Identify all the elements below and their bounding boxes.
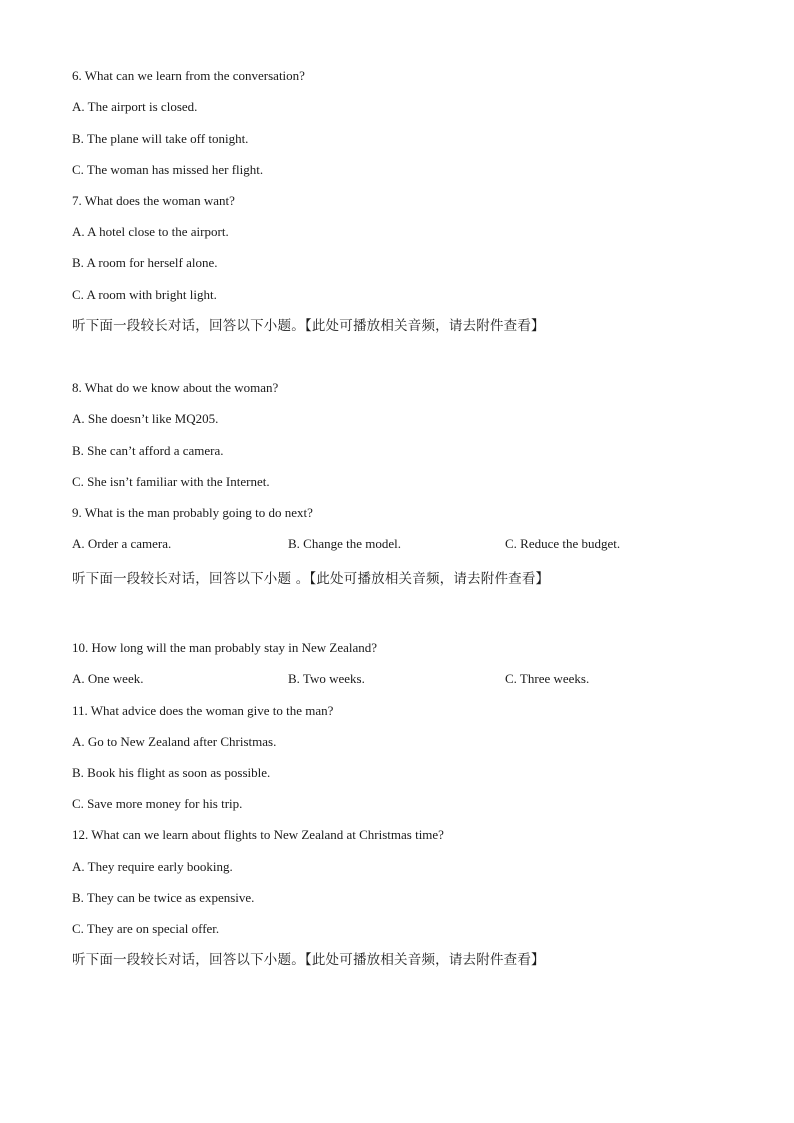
- question-7-option-c: C. A room with bright light.: [72, 287, 217, 302]
- question-9-stem: 9. What is the man probably going to do next?: [72, 505, 313, 520]
- listening-instruction-3: 听下面一段较长对话，回答以下小题。【此处可播放相关音频，请去附件查看】: [72, 952, 545, 968]
- question-6-option-a: A. The airport is closed.: [72, 99, 198, 114]
- question-9-option-a: A. Order a camera.: [72, 536, 172, 551]
- question-9-option-b: B. Change the model.: [288, 536, 402, 551]
- question-7-option-a: A. A hotel close to the airport.: [72, 224, 229, 239]
- question-9-option-c: C. Reduce the budget.: [505, 536, 621, 551]
- question-8-option-b: B. She can’t afford a camera.: [72, 443, 224, 458]
- question-11-option-c: C. Save more money for his trip.: [72, 796, 243, 811]
- question-7-stem: 7. What does the woman want?: [72, 193, 235, 208]
- question-8-stem: 8. What do we know about the woman?: [72, 380, 279, 395]
- question-12-option-a: A. They require early booking.: [72, 859, 233, 874]
- question-11-option-a: A. Go to New Zealand after Christmas.: [72, 734, 277, 749]
- question-11-stem: 11. What advice does the woman give to the man?: [72, 703, 334, 718]
- question-10-option-c: C. Three weeks.: [505, 671, 590, 686]
- question-10-options: [72, 671, 722, 687]
- question-10-option-b: B. Two weeks.: [288, 671, 365, 686]
- listening-instruction-1: 听下面一段较长对话，回答以下小题。【此处可播放相关音频，请去附件查看】: [72, 318, 545, 334]
- question-12-option-b: B. They can be twice as expensive.: [72, 890, 255, 905]
- listening-instruction-2: 听下面一段较长对话，回答以下小题 。【此处可播放相关音频，请去附件查看】: [72, 571, 550, 587]
- question-10-stem: 10. How long will the man probably stay in New Zealand?: [72, 640, 378, 655]
- question-6-option-b: B. The plane will take off tonight.: [72, 131, 249, 146]
- question-8-option-c: C. She isn’t familiar with the Internet.: [72, 474, 270, 489]
- question-11-option-b: B. Book his flight as soon as possible.: [72, 765, 271, 780]
- question-7-option-b: B. A room for herself alone.: [72, 255, 218, 270]
- question-9-options: [72, 536, 722, 552]
- question-10-option-a: A. One week.: [72, 671, 144, 686]
- question-6-option-c: C. The woman has missed her flight.: [72, 162, 264, 177]
- question-8-option-a: A. She doesn’t like MQ205.: [72, 411, 219, 426]
- question-12-option-c: C. They are on special offer.: [72, 921, 220, 936]
- question-6-stem: 6. What can we learn from the conversation?: [72, 68, 305, 83]
- question-12-stem: 12. What can we learn about flights to New Zealand at Christmas time?: [72, 827, 444, 842]
